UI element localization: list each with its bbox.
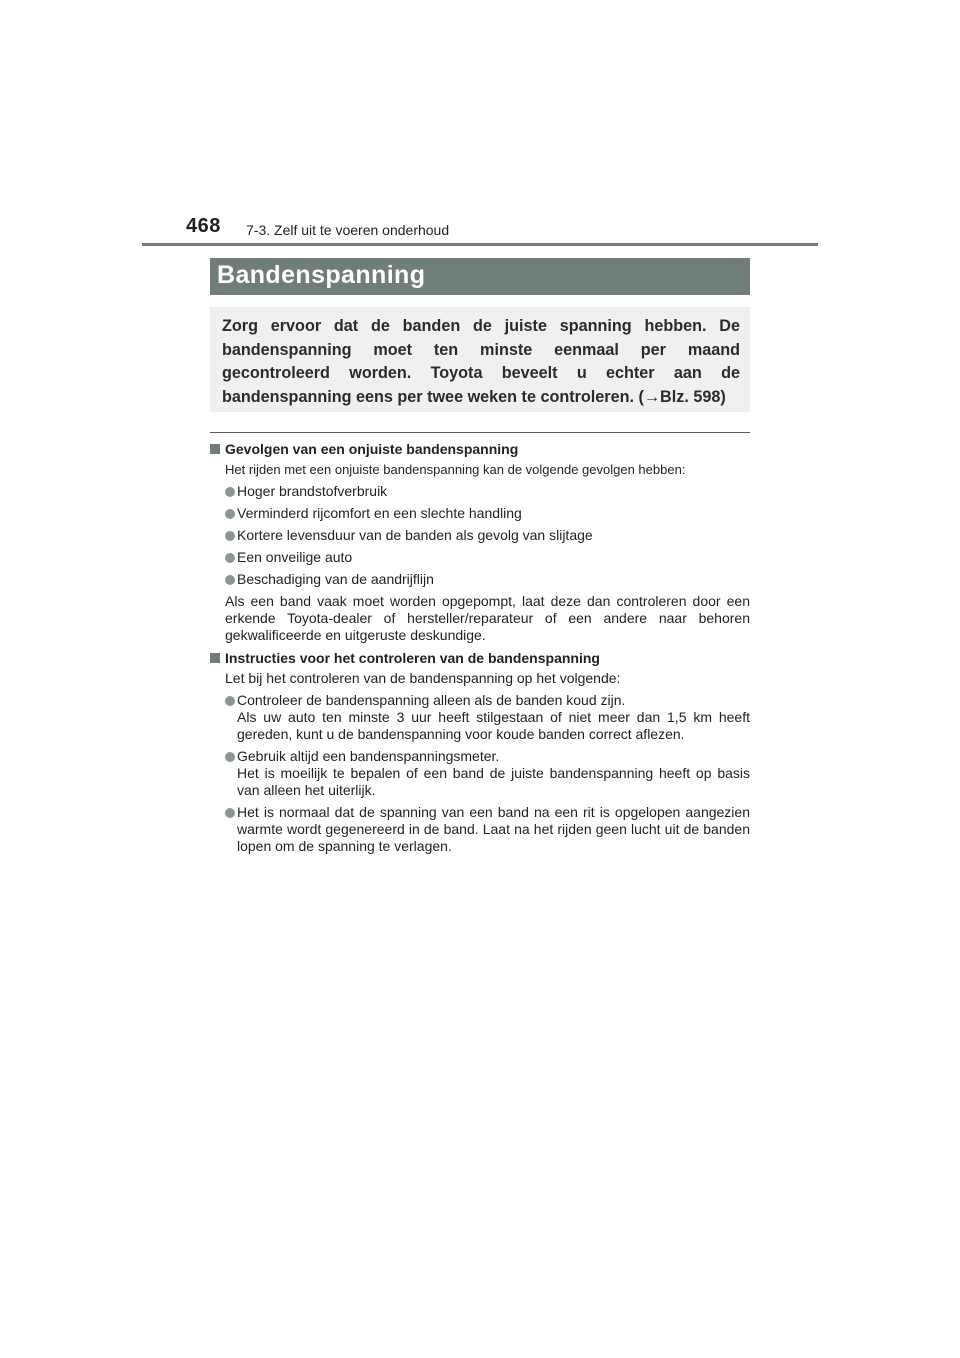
list-item [210,804,750,855]
list-item-text: Verminderd rijcomfort en een slechte handling [237,505,522,521]
list-item-title: Gebruik altijd een bandenspanningsmeter. [237,748,500,764]
list-item-text: Het is normaal dat de spanning van een band na een rit is opgelopen aangezien warmte wordt gegenereerd in de band. Laat na het rijden geen lucht uit de banden lopen om de spanning te verlagen. [237,804,750,854]
list-item [210,692,750,743]
heading-text: Gevolgen van een onjuiste bandenspanning [225,441,519,457]
section-heading-consequences [210,441,750,458]
circle-bullet-icon [225,808,235,818]
circle-bullet-icon [225,509,235,519]
title-bar [210,258,750,295]
section-reference: 7-3. Zelf uit te voeren onderhoud [246,222,450,238]
section-heading-instructions [210,650,750,667]
list-item [210,527,750,544]
note-text: Als een band vaak moet worden opgepompt, laat deze dan controleren door een erkende Toyota-dealer of hersteller/reparateur of een andere naar behoren gekwalificeerde en uitgeruste deskundige. [225,593,750,643]
circle-bullet-icon [225,752,235,762]
list-item [210,505,750,522]
list-item [210,571,750,588]
list-item-text: Als uw auto ten minste 3 uur heeft stilgestaan of niet meer dan 1,5 km heeft gereden, kunt u de bandenspanning voor koude banden correct aflezen. [237,709,750,742]
list-item-title: Controleer de bandenspanning alleen als de banden koud zijn. [237,692,626,708]
intro-box [210,307,750,412]
circle-bullet-icon [225,531,235,541]
circle-bullet-icon [225,696,235,706]
list-item-body [225,748,750,799]
list-item-text: Het is moeilijk te bepalen of een band de juiste bandenspanning heeft op basis van alleen het uiterlijk. [237,765,750,798]
heading-text: Instructies voor het controleren van de bandenspanning [225,650,600,666]
list-item-text: Kortere levensduur van de banden als gevolg van slijtage [237,527,593,543]
list-item-body [225,692,750,743]
content [210,441,750,855]
list-item [210,748,750,799]
square-bullet-icon [210,653,220,663]
circle-bullet-icon [225,575,235,585]
square-bullet-icon [210,444,220,454]
list-item [210,549,750,566]
lead-text: Het rijden met een onjuiste bandenspanning kan de volgende gevolgen hebben: [225,462,686,477]
list-item-body [225,804,750,855]
page-title: Bandenspanning [217,261,426,289]
list-item [210,483,750,500]
list-item-text: Een onveilige auto [237,549,353,565]
lead-text: Let bij het controleren van de bandenspanning op het volgende: [225,670,621,686]
circle-bullet-icon [225,487,235,497]
list-item-text: Beschadiging van de aandrijflijn [237,571,434,587]
intro-text: Zorg ervoor dat de banden de juiste spanning hebben. De bandenspanning moet ten minste eenmaal per maand gecontroleerd worden. Toyota beveelt u echter aan de bandenspanning eens per twee weken te controleren. (→Blz. 598) [222,317,740,406]
circle-bullet-icon [225,553,235,563]
divider [210,432,750,433]
page-number: 468 [186,215,221,237]
header-rule [142,243,818,246]
list-item-text: Hoger brandstofverbruik [237,483,388,499]
